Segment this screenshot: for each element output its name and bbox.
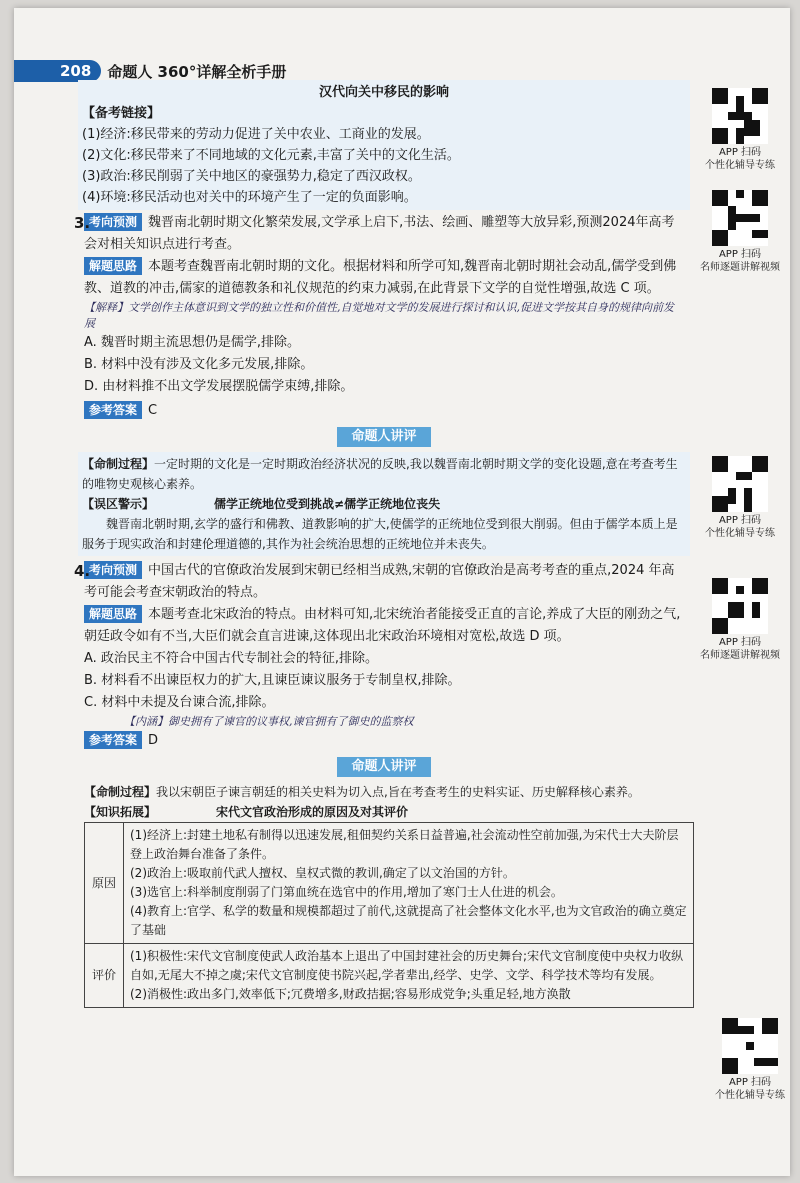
reason-item: (4)教育上:官学、私学的数量和规模都超过了前代,这就提高了社会整体文化水平,也为文官政治的确立奠定了基础 (130, 904, 687, 937)
review-link-label: 【备考链接】 (82, 106, 161, 121)
qr-line1: APP 扫码 (718, 147, 762, 158)
review-link-item: (3)政治:移民削弱了关中地区的豪强势力,稳定了西汉政权。 (82, 169, 421, 184)
handwritten-note: 【解释】文学创作主体意识到文学的独立性和价值性,自觉地对文学的发展进行探讨和认识,促进文学按其自身的规律向前发展 (84, 301, 674, 330)
qr-line1: APP 扫码 (718, 249, 762, 260)
option: A. 魏晋时期主流思想仍是儒学,排除。 (84, 335, 301, 350)
review-link-item: (4)环境:移民活动也对关中的环境产生了一定的负面影响。 (82, 190, 417, 205)
reason-item: (3)选官上:科举制度削弱了门第血统在选官中的作用,增加了寒门士人仕进的机会。 (130, 885, 563, 899)
option: B. 材料中没有涉及文化多元发展,排除。 (84, 357, 314, 372)
qr-line2: 个性化辅导专练 (705, 160, 775, 171)
analysis-tag: 解题思路 (84, 257, 142, 275)
qr-code-5[interactable] (704, 1018, 790, 1102)
option: B. 材料看不出谏臣权力的扩大,且谏臣谏议服务于专制皇权,排除。 (84, 673, 461, 688)
qr-icon (712, 578, 768, 634)
qr-code-3[interactable] (694, 456, 786, 540)
predict-text: 魏晋南北朝时期文化繁荣发展,文学承上启下,书法、绘画、雕塑等大放异彩,预测2024年高考会对相关知识点进行考查。 (84, 215, 675, 252)
qr-line1: APP 扫码 (728, 1077, 772, 1088)
extension-title: 宋代文官政治形成的原因及对其评价 (216, 805, 409, 819)
process-text: 一定时期的文化是一定时期政治经济状况的反映,我以魏晋南北朝时期文学的变化设题,意在考查考生的唯物史观核心素养。 (82, 457, 678, 491)
table-row (85, 944, 694, 1008)
misc-label: 【误区警示】 (82, 497, 155, 511)
qr-icon (722, 1018, 778, 1074)
review-link-item: (1)经济:移民带来的劳动力促进了关中农业、工商业的发展。 (82, 127, 430, 142)
option: C. 材料中未提及台谏合流,排除。 (84, 695, 275, 710)
analysis-text: 本题考查魏晋南北朝时期的文化。根据材料和所学可知,魏晋南北朝时期社会动乱,儒学受到佛教、道教的冲击,儒家的道德教条和礼仪规范的约束力减弱,在此背景下文学的自觉性增强,故选 C 项。 (84, 259, 677, 296)
qr-code-1[interactable] (694, 88, 786, 172)
eval-item: (1)积极性:宋代文官制度使武人政治基本上退出了中国封建社会的历史舞台;宋代文官制度使中央权力收纵自如,无尾大不掉之虞;宋代文官制度使书院兴起,学者辈出,经学、史学、文学、科学技术等均有发展。 (130, 949, 684, 982)
reason-item: (1)经济上:封建土地私有制得以迅速发展,租佃契约关系日益普遍,社会流动性空前加强,为宋代士大夫阶层登上政治舞台准备了条件。 (130, 828, 679, 861)
row-header: 原因 (85, 823, 124, 944)
process-label: 【命制过程】 (82, 457, 155, 471)
qr-line2: 个性化辅导专练 (715, 1090, 785, 1101)
predict-tag: 考向预测 (84, 561, 142, 579)
reason-item: (2)政治上:吸取前代武人擅权、皇权式微的教训,确定了以文治国的方针。 (130, 866, 515, 880)
answer-tag: 参考答案 (84, 731, 142, 749)
option: D. 由材料推不出文学发展摆脱儒学束缚,排除。 (84, 379, 354, 394)
evaluation-table (84, 822, 694, 1008)
answer-value: C (148, 403, 158, 418)
commentary-banner: 命题人讲评 (84, 756, 684, 778)
misc-title: 儒学正统地位受到挑战≠儒学正统地位丧失 (214, 497, 441, 511)
qr-code-4[interactable] (694, 578, 786, 662)
book-title: 命题人 360°详解全析手册 (107, 62, 287, 81)
qr-icon (712, 88, 768, 144)
qr-icon (712, 456, 768, 512)
answer-value: D (148, 733, 159, 748)
qr-line1: APP 扫码 (718, 637, 762, 648)
predict-text: 中国古代的官僚政治发展到宋朝已经相当成熟,宋朝的官僚政治是高考考查的重点,2024 年高考可能会考查宋朝政治的特点。 (84, 563, 675, 600)
handwritten-note: 【内涵】御史拥有了谏官的议事权,谏官拥有了御史的监察权 (124, 715, 414, 728)
qr-line2: 名师逐题讲解视频 (700, 262, 780, 273)
review-link-box (78, 80, 690, 210)
review-link-item: (2)文化:移民带来了不同地域的文化元素,丰富了关中的文化生活。 (82, 148, 460, 163)
review-link-title: 汉代向关中移民的影响 (318, 85, 449, 100)
main-content (74, 78, 687, 1008)
process-label: 【命制过程】 (84, 785, 157, 799)
eval-item: (2)消极性:政出多门,效率低下;冗费增多,财政拮据;容易形成党争;头重足轻,地方涣散 (130, 987, 571, 1001)
commentary-box (78, 452, 690, 556)
process-text: 我以宋朝臣子谏言朝廷的相关史料为切入点,旨在考查考生的史料实证、历史解释核心素养。 (156, 785, 640, 799)
qr-line2: 名师逐题讲解视频 (700, 650, 780, 661)
question-4 (74, 560, 684, 752)
page-number: 208 (14, 60, 101, 82)
misc-text: 魏晋南北朝时期,玄学的盛行和佛教、道教影响的扩大,使儒学的正统地位受到很大削弱。但由于儒学本质上是服务于现实政治和封建伦理道德的,其作为社会统治思想的正统地位并未丧失。 (82, 517, 678, 551)
commentary-banner: 命题人讲评 (84, 426, 684, 448)
answer-tag: 参考答案 (84, 401, 142, 419)
qr-icon (712, 190, 768, 246)
row-header: 评价 (85, 944, 124, 1008)
extension-label: 【知识拓展】 (84, 805, 157, 819)
analysis-text: 本题考查北宋政治的特点。由材料可知,北宋统治者能接受正直的言论,养成了大臣的刚劲之气,朝廷政令如有不当,大臣们就会直言进谏,这体现出北宋政治环境相对宽松,故选 D 项。 (84, 607, 681, 644)
qr-line2: 个性化辅导专练 (705, 528, 775, 539)
book-page (14, 8, 790, 1176)
option: A. 政治民主不符合中国古代专制社会的特征,排除。 (84, 651, 379, 666)
commentary-box-2 (84, 782, 684, 822)
question-number: 4. (74, 562, 91, 580)
qr-code-2[interactable] (694, 190, 786, 274)
question-3 (74, 212, 684, 422)
predict-tag: 考向预测 (84, 213, 142, 231)
analysis-tag: 解题思路 (84, 605, 142, 623)
table-row (85, 823, 694, 944)
qr-line1: APP 扫码 (718, 515, 762, 526)
question-number: 3. (74, 214, 91, 232)
